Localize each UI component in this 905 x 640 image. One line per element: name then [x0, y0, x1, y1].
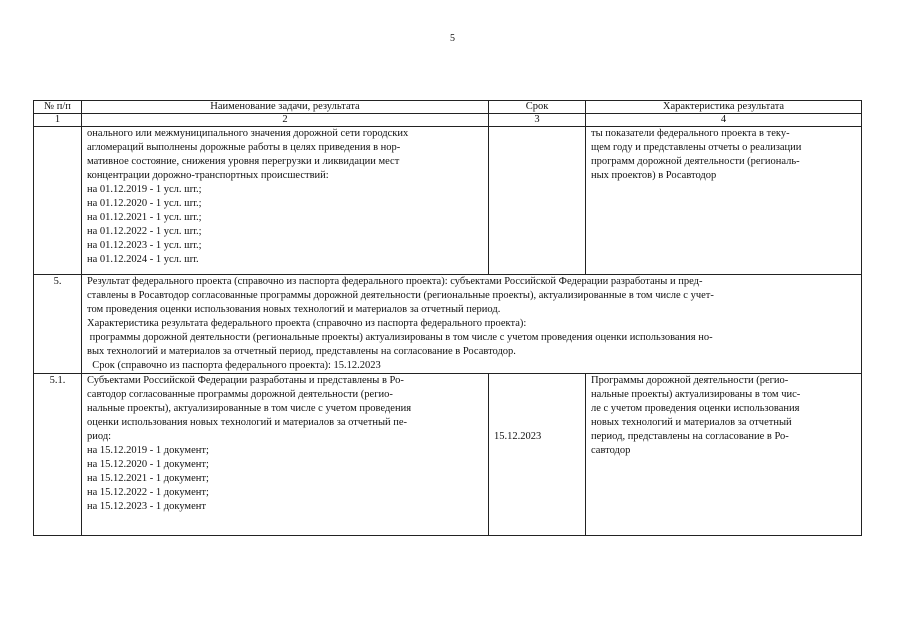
column-number-2: 2: [82, 114, 489, 127]
characteristic-line: ных проектов) в Росавтодор: [591, 170, 717, 181]
characteristic-line: щем году и представлены отчеты о реализации: [591, 142, 802, 153]
date-item: на 15.12.2020 - 1 документ;: [87, 459, 209, 470]
date-item: на 01.12.2024 - 1 усл. шт.: [87, 254, 199, 265]
characteristic-heading: Характеристика результата федерального проекта (справочно из паспорта федерального проекта):: [87, 318, 527, 329]
row-number-cell: [34, 127, 82, 275]
characteristic-line: ты показатели федерального проекта в теку-: [591, 128, 790, 139]
table-row-continued: [34, 127, 862, 275]
header-deadline: Срок: [489, 101, 586, 114]
deadline-cell: [489, 374, 586, 536]
characteristic-line: нальные проекты) актуализированы в том чис-: [591, 389, 801, 400]
task-name-line: Субъектами Российской Федерации разработаны и представлены в Ро-: [87, 375, 404, 386]
task-name-line: концентрации дорожно-транспортных происшествий:: [87, 170, 329, 181]
deadline-text: Срок (справочно из паспорта федерального проекта): 15.12.2023: [87, 360, 381, 371]
header-number: № п/п: [34, 101, 82, 114]
date-item: на 01.12.2023 - 1 усл. шт.;: [87, 240, 202, 251]
date-item: на 15.12.2019 - 1 документ;: [87, 445, 209, 456]
deadline-cell: [489, 127, 586, 275]
result-line: том проведения оценки использования новых технологий и материалов за отчетный период.: [87, 304, 501, 315]
header-row: [34, 101, 862, 114]
characteristic-line: программ дорожной деятельности (региональ-: [591, 156, 800, 167]
table-row-5-1: [34, 374, 862, 536]
column-numbers-row: [34, 114, 862, 127]
column-number-4: 4: [586, 114, 862, 127]
result-line: Результат федерального проекта (справочно из паспорта федерального проекта): субъектами Российской Федерации разработаны и пред-: [87, 276, 703, 287]
date-item: на 01.12.2021 - 1 усл. шт.;: [87, 212, 202, 223]
date-item: на 15.12.2021 - 1 документ;: [87, 473, 209, 484]
task-name-cell: [82, 374, 489, 536]
date-item: на 01.12.2022 - 1 усл. шт.;: [87, 226, 202, 237]
task-name-line: онального или межмуниципального значения дорожной сети городских: [87, 128, 409, 139]
characteristic-line: Программы дорожной деятельности (регио-: [591, 375, 789, 386]
date-item: на 01.12.2020 - 1 усл. шт.;: [87, 198, 202, 209]
table-row-5: [34, 275, 862, 374]
header-name: Наименование задачи, результата: [82, 101, 489, 114]
task-name-line: оценки использования новых технологий и материалов за отчетный пе-: [87, 417, 408, 428]
characteristic-cell: [586, 374, 862, 536]
task-name-line: савтодор согласованные программы дорожной деятельности (регио-: [87, 389, 393, 400]
characteristic-line: ле с учетом проведения оценки использования: [591, 403, 800, 414]
date-item: на 15.12.2022 - 1 документ;: [87, 487, 209, 498]
characteristic-line: савтодор: [591, 445, 631, 456]
task-name-line: риод:: [87, 431, 112, 442]
characteristic-line: новых технологий и материалов за отчетный: [591, 417, 792, 428]
characteristic-line: программы дорожной деятельности (региональные проекты) актуализированы в том числе с учетом проведения оценки использования но-: [87, 332, 713, 343]
federal-result-cell: [82, 275, 862, 374]
characteristic-line: вых технологий и материалов за отчетный период, представлены на согласование в Росавтодор.: [87, 346, 516, 357]
deadline-value: 15.12.2023: [494, 431, 542, 442]
task-name-line: нальные проекты), актуализированные в том числе с учетом проведения: [87, 403, 412, 414]
column-number-3: 3: [489, 114, 586, 127]
page-number: 5: [450, 33, 455, 44]
result-line: ставлены в Росавтодор согласованные программы дорожной деятельности (региональные проекты), актуализированные в том числе с учет-: [87, 290, 714, 301]
task-name-cell: [82, 127, 489, 275]
row-number-cell: 5.1.: [34, 374, 82, 536]
task-name-line: мативное состояние, снижения уровня перегрузки и ликвидации мест: [87, 156, 400, 167]
results-table: [33, 100, 862, 536]
date-item: на 01.12.2019 - 1 усл. шт.;: [87, 184, 202, 195]
task-name-line: агломераций выполнены дорожные работы в целях приведения в нор-: [87, 142, 401, 153]
column-number-1: 1: [34, 114, 82, 127]
header-characteristic: Характеристика результата: [586, 101, 862, 114]
date-item: на 15.12.2023 - 1 документ: [87, 501, 206, 512]
characteristic-cell: [586, 127, 862, 275]
row-number-cell: 5.: [34, 275, 82, 374]
characteristic-line: период, представлены на согласование в Ро-: [591, 431, 789, 442]
